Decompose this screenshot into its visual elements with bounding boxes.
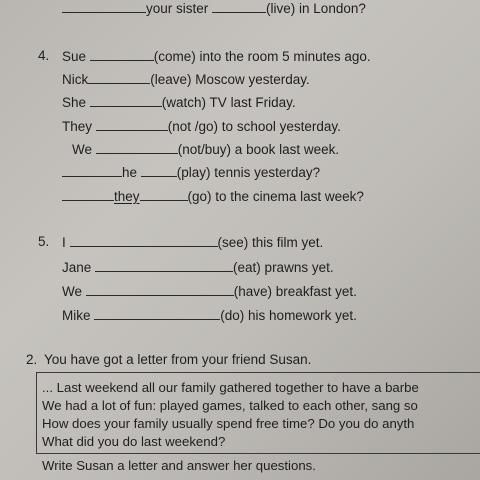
row-tail: (go) to the cinema last week? [187, 189, 364, 204]
ex4-row-3 [62, 94, 296, 111]
top-line-label: your sister [146, 1, 209, 16]
answer-blank[interactable] [90, 94, 162, 107]
ex5-row-2 [62, 259, 334, 276]
letter-line-4: What did you do last weekend? [42, 434, 226, 449]
task-2-title: You have got a letter from your friend Susan. [44, 352, 312, 367]
letter-line-1: ... Last weekend all our family gathered together to have a barbe [42, 380, 419, 395]
answer-blank[interactable] [96, 141, 178, 154]
answer-blank[interactable] [140, 188, 188, 201]
row-tail: (come) into the room 5 minutes ago. [153, 49, 371, 64]
row-tail: (have) breakfast yet. [233, 284, 357, 299]
answer-blank[interactable] [94, 307, 220, 320]
answer-blank[interactable] [212, 0, 266, 13]
ex4-row-6 [62, 164, 320, 181]
ex4-row-4 [62, 118, 341, 135]
answer-blank[interactable] [62, 164, 122, 177]
row-tail: (not/buy) a book last week. [177, 142, 340, 157]
ex5-row-3 [62, 283, 357, 300]
task-2-instruction: Write Susan a letter and answer her questions. [42, 458, 316, 473]
answer-blank[interactable] [95, 259, 233, 272]
row-tail: (see) this film yet. [217, 235, 324, 250]
row-tail: (eat) prawns yet. [233, 260, 334, 275]
top-line [62, 0, 366, 17]
row-tail: (play) tennis yesterday? [176, 165, 321, 180]
top-line-tail: (live) in London? [266, 1, 366, 16]
row-tail: (watch) TV last Friday. [161, 95, 296, 110]
answer-blank[interactable] [62, 0, 146, 13]
row-subject: he [122, 165, 138, 180]
ex5-row-4 [62, 307, 357, 324]
answer-blank[interactable] [141, 164, 177, 177]
row-subject: Jane [62, 260, 92, 275]
row-tail: (do) his homework yet. [220, 308, 357, 323]
answer-blank[interactable] [96, 118, 168, 131]
answer-blank[interactable] [62, 188, 114, 201]
ex4-row-2 [62, 71, 310, 88]
answer-blank[interactable] [88, 71, 150, 84]
row-subject: Mike [62, 308, 91, 323]
letter-line-3: How does your family usually spend free time? Do you do anyth [42, 416, 415, 431]
row-subject: Sue [62, 49, 87, 64]
row-subject: Nick [62, 72, 89, 87]
row-subject: they [114, 189, 140, 204]
task-2-number: 2. [26, 352, 38, 367]
answer-blank[interactable] [90, 48, 154, 61]
row-subject: I [62, 235, 66, 250]
letter-line-2: We had a lot of fun: played games, talked to each other, sang so [42, 398, 418, 413]
exercise-5-number: 5. [38, 234, 50, 249]
row-tail: (leave) Moscow yesterday. [150, 72, 310, 87]
row-tail: (not /go) to school yesterday. [167, 119, 341, 134]
answer-blank[interactable] [86, 283, 234, 296]
ex4-row-1 [62, 48, 371, 65]
row-subject: We [72, 142, 93, 157]
ex5-row-1 [62, 234, 323, 251]
row-subject: They [62, 119, 93, 134]
exercise-4-number: 4. [38, 48, 50, 63]
row-subject: We [62, 284, 83, 299]
row-subject: She [62, 95, 87, 110]
ex4-row-7 [62, 188, 364, 205]
answer-blank[interactable] [70, 234, 218, 247]
ex4-row-5 [72, 141, 339, 158]
